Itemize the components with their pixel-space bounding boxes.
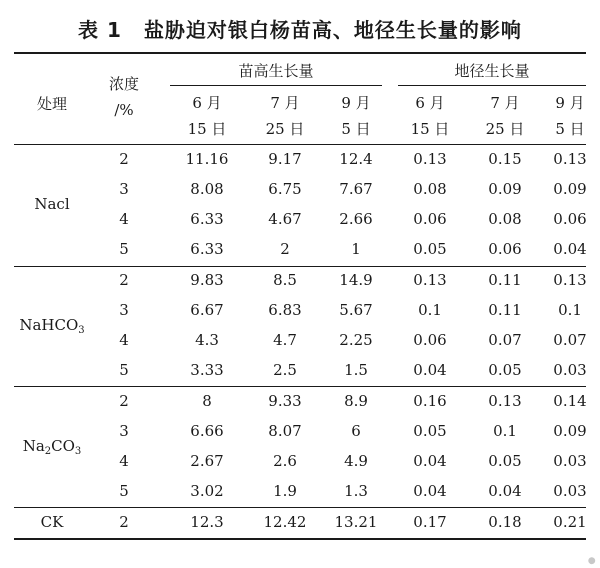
cell-4-1-3: 12.42 (263, 513, 307, 531)
cell-3-3-7: 0.03 (553, 452, 587, 470)
cell-2-1-6: 0.11 (488, 271, 522, 289)
cell-3-1-2: 8 (202, 392, 212, 410)
cell-3-1-5: 0.16 (413, 392, 447, 410)
cell-3-3-3: 2.6 (273, 452, 297, 470)
header-treatment: 处理 (36, 95, 67, 113)
treatment-label-1: Nacl (34, 195, 70, 213)
cell-4-1-5: 0.17 (413, 513, 447, 531)
cell-4-1-4: 13.21 (334, 513, 378, 531)
cell-2-2-4: 5.67 (339, 301, 373, 319)
date-day-3: 5 日 (341, 120, 371, 138)
cell-2-3-7: 0.07 (553, 331, 587, 349)
cell-1-2-3: 6.75 (268, 180, 302, 198)
cell-1-3-5: 0.06 (413, 210, 447, 228)
cell-2-4-5: 0.04 (413, 361, 447, 379)
date-day-5: 25 日 (485, 120, 525, 138)
cell-1-4-1: 5 (119, 240, 129, 258)
cell-2-2-6: 0.11 (488, 301, 522, 319)
cell-2-1-5: 0.13 (413, 271, 447, 289)
cell-1-1-6: 0.15 (488, 150, 522, 168)
cell-1-4-5: 0.05 (413, 240, 447, 258)
cell-1-3-7: 0.06 (553, 210, 587, 228)
cell-1-3-2: 6.33 (190, 210, 224, 228)
cell-3-4-6: 0.04 (488, 482, 522, 500)
cell-1-3-3: 4.67 (268, 210, 302, 228)
cell-2-3-5: 0.06 (413, 331, 447, 349)
cell-3-4-7: 0.03 (553, 482, 587, 500)
group-separator-3 (14, 507, 586, 508)
bottom-rule (14, 538, 586, 540)
cell-3-2-4: 6 (351, 422, 361, 440)
cell-3-1-1: 2 (119, 392, 129, 410)
cell-1-4-7: 0.04 (553, 240, 587, 258)
date-month-6: 9 月 (555, 94, 585, 112)
cell-1-1-7: 0.13 (553, 150, 587, 168)
date-day-6: 5 日 (555, 120, 585, 138)
cell-3-2-6: 0.1 (493, 422, 517, 440)
cell-1-3-1: 4 (119, 210, 129, 228)
cell-2-2-7: 0.1 (558, 301, 582, 319)
date-month-4: 6 月 (415, 94, 445, 112)
cell-2-1-7: 0.13 (553, 271, 587, 289)
cell-2-3-2: 4.3 (195, 331, 219, 349)
cell-3-1-6: 0.13 (488, 392, 522, 410)
cell-1-1-3: 9.17 (268, 150, 302, 168)
cell-1-4-3: 2 (280, 240, 290, 258)
cell-1-2-2: 8.08 (190, 180, 224, 198)
group2-underline (398, 85, 586, 86)
cell-3-3-4: 4.9 (344, 452, 368, 470)
cell-2-4-1: 5 (119, 361, 129, 379)
cell-2-2-3: 6.83 (268, 301, 302, 319)
cell-2-1-4: 14.9 (339, 271, 373, 289)
cell-1-3-6: 0.08 (488, 210, 522, 228)
cell-3-2-7: 0.09 (553, 422, 587, 440)
cell-1-2-6: 0.09 (488, 180, 522, 198)
cell-2-2-1: 3 (119, 301, 129, 319)
cell-3-2-1: 3 (119, 422, 129, 440)
cell-1-4-6: 0.06 (488, 240, 522, 258)
table-title (0, 14, 600, 43)
cell-2-4-7: 0.03 (553, 361, 587, 379)
cell-3-3-5: 0.04 (413, 452, 447, 470)
treatment-label-3: $Na_2CO_3$ (22, 437, 82, 457)
cell-3-1-4: 8.9 (344, 392, 368, 410)
cell-2-3-6: 0.07 (488, 331, 522, 349)
cell-2-1-1: 2 (119, 271, 129, 289)
cell-1-3-4: 2.66 (339, 210, 373, 228)
cell-2-1-3: 8.5 (273, 271, 297, 289)
header-height-growth: 苗高生长量 (238, 62, 314, 80)
cell-4-1-6: 0.18 (488, 513, 522, 531)
cell-3-3-1: 4 (119, 452, 129, 470)
treatment-label-2: NaHCO$_3$ (19, 316, 85, 336)
group-separator-2 (14, 386, 586, 387)
cell-3-2-3: 8.07 (268, 422, 302, 440)
cell-4-1-2: 12.3 (190, 513, 224, 531)
header-concentration-unit: /% (114, 101, 134, 119)
cell-3-3-2: 2.67 (190, 452, 224, 470)
cell-1-1-2: 11.16 (185, 150, 229, 168)
header-diameter-growth: 地径生长量 (454, 62, 530, 80)
cell-1-4-4: 1 (351, 240, 361, 258)
cell-4-1-7: 0.21 (553, 513, 587, 531)
table-caption: 盐胁迫对银白杨苗高、地径生长量的影响 (143, 18, 522, 42)
group1-underline (170, 85, 382, 86)
cell-3-2-2: 6.66 (190, 422, 224, 440)
date-month-5: 7 月 (490, 94, 520, 112)
cell-1-1-1: 2 (119, 150, 129, 168)
cell-1-1-5: 0.13 (413, 150, 447, 168)
cell-2-2-2: 6.67 (190, 301, 224, 319)
cell-2-4-6: 0.05 (488, 361, 522, 379)
cell-3-4-3: 1.9 (273, 482, 297, 500)
cell-3-3-6: 0.05 (488, 452, 522, 470)
cell-2-3-3: 4.7 (273, 331, 297, 349)
watermark: ● (585, 554, 599, 568)
group-separator-1 (14, 266, 586, 267)
cell-1-2-7: 0.09 (553, 180, 587, 198)
cell-2-3-1: 4 (119, 331, 129, 349)
date-day-2: 25 日 (265, 120, 305, 138)
cell-1-2-1: 3 (119, 180, 129, 198)
table-number: 表 1 (78, 18, 122, 42)
date-month-2: 7 月 (270, 94, 300, 112)
cell-3-4-2: 3.02 (190, 482, 224, 500)
cell-2-1-2: 9.83 (190, 271, 224, 289)
header-concentration: 浓度 (108, 75, 139, 93)
cell-3-2-5: 0.05 (413, 422, 447, 440)
cell-1-1-4: 12.4 (339, 150, 373, 168)
cell-2-2-5: 0.1 (418, 301, 442, 319)
cell-2-3-4: 2.25 (339, 331, 373, 349)
date-day-1: 15 日 (187, 120, 227, 138)
cell-2-4-2: 3.33 (190, 361, 224, 379)
cell-2-4-3: 2.5 (273, 361, 297, 379)
cell-3-4-4: 1.3 (344, 482, 368, 500)
treatment-label-4: CK (40, 513, 64, 531)
top-rule (14, 52, 586, 54)
cell-1-2-5: 0.08 (413, 180, 447, 198)
cell-4-1-1: 2 (119, 513, 129, 531)
cell-3-1-7: 0.14 (553, 392, 587, 410)
cell-3-4-5: 0.04 (413, 482, 447, 500)
header-bottom-rule (14, 144, 586, 145)
cell-3-4-1: 5 (119, 482, 129, 500)
cell-3-1-3: 9.33 (268, 392, 302, 410)
cell-2-4-4: 1.5 (344, 361, 368, 379)
cell-1-2-4: 7.67 (339, 180, 373, 198)
date-month-1: 6 月 (192, 94, 222, 112)
date-month-3: 9 月 (341, 94, 371, 112)
date-day-4: 15 日 (410, 120, 450, 138)
cell-1-4-2: 6.33 (190, 240, 224, 258)
